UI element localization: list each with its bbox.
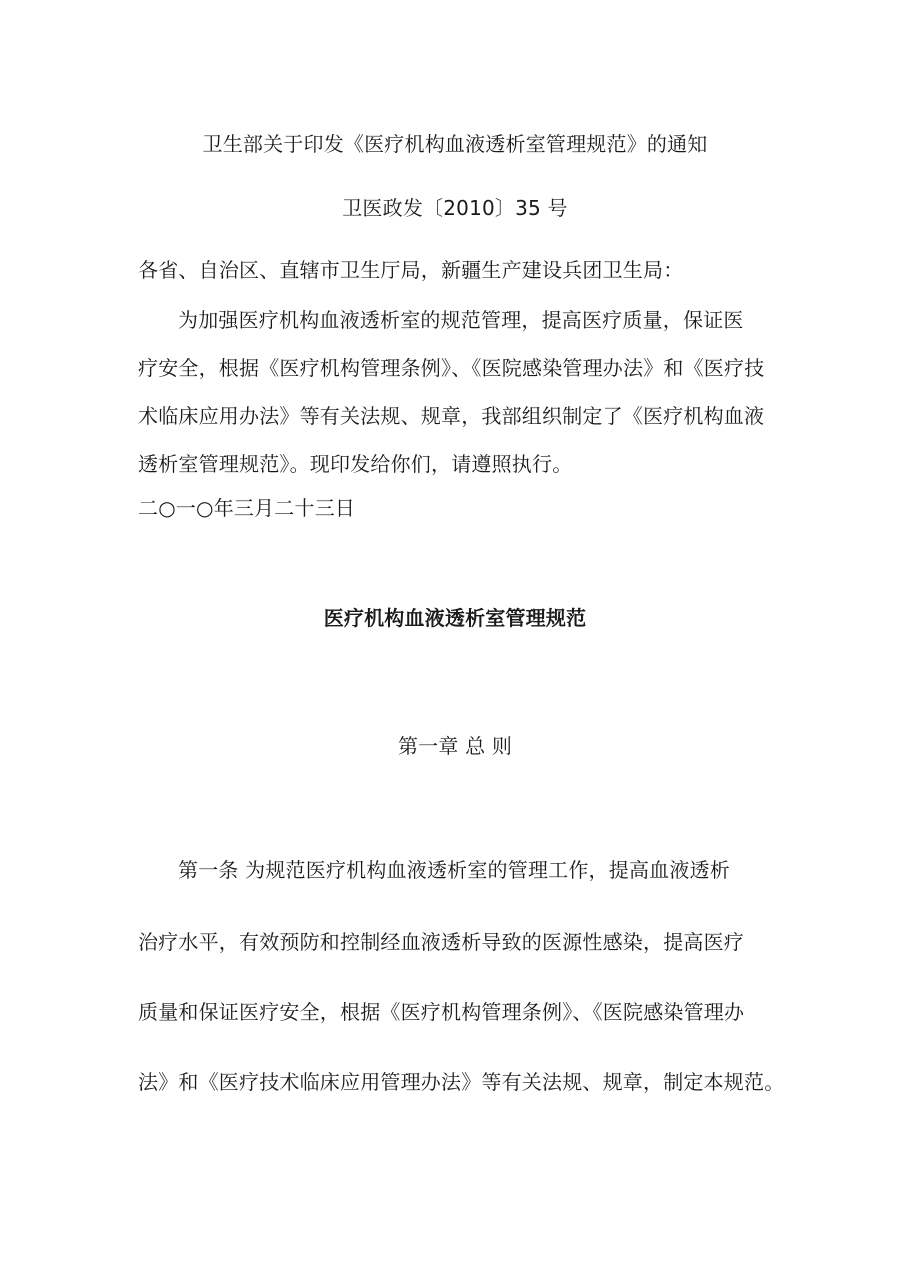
notice-body-line: 为加强医疗机构血液透析室的规范管理，提高医疗质量，保证医: [178, 308, 744, 332]
regulation-title: 医疗机构血液透析室管理规范: [323, 606, 587, 630]
chapter-heading: 第一章 总 则: [397, 734, 513, 758]
addressee: 各省、自治区、直辖市卫生厅局，新疆生产建设兵团卫生局：: [138, 258, 684, 282]
article-line: 治疗水平，有效预防和控制经血液透析导致的医源性感染，提高医疗: [138, 930, 744, 954]
notice-body-line: 透析室管理规范》。现印发给你们，请遵照执行。: [138, 452, 573, 476]
document-number: 卫医政发〔2010〕35 号: [342, 196, 568, 220]
notice-body-line: 术临床应用办法》等有关法规、规章，我部组织制定了《医疗机构血液: [138, 404, 765, 428]
article-line: 法》和《医疗技术临床应用管理办法》等有关法规、规章，制定本规范。: [138, 1070, 785, 1094]
notice-body-line: 疗安全，根据《医疗机构管理条例》、《医院感染管理办法》和《医疗技: [138, 356, 765, 380]
article-line: 质量和保证医疗安全，根据《医疗机构管理条例》、《医院感染管理办: [138, 1000, 745, 1024]
article-line: 第一条 为规范医疗机构血液透析室的管理工作，提高血液透析: [178, 858, 730, 882]
notice-date: 二○一○年三月二十三日: [138, 496, 356, 520]
notice-title: 卫生部关于印发《医疗机构血液透析室管理规范》的通知: [202, 132, 708, 156]
